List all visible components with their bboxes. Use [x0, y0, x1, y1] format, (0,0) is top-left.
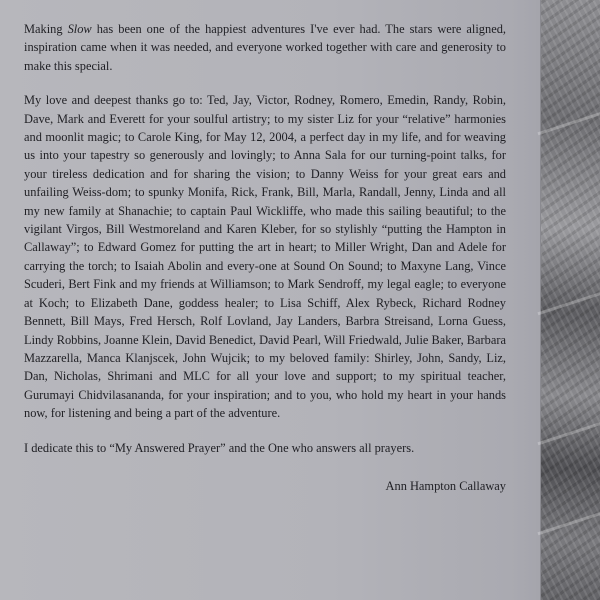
intro-rest: has been one of the happiest adventures I've ever had. The stars were aligned, inspiration came when it was needed, and everyone worked together with care and generosity to make this special. — [24, 22, 506, 73]
liner-notes-text — [24, 20, 506, 493]
photo-strip — [540, 0, 600, 600]
intro-prefix: Making — [24, 22, 68, 36]
signature: Ann Hampton Callaway — [385, 478, 506, 493]
photo-streak — [537, 288, 600, 316]
photo-streak — [537, 508, 600, 536]
album-title: Slow — [67, 22, 92, 36]
photo-streak — [537, 108, 600, 136]
thanks-paragraph: My love and deepest thanks go to: Ted, Jay, Victor, Rodney, Romero, Emedin, Randy, Robin, Dave, Mark and Everett for your soulful artistry; to my sister Liz for your “relative” harmonies and moonlit magic; to Carole King, for May 12, 2004, a perfect day in my life, and for weaving us into your tapestry so generously and lovingly; to Anna Sala for our turning-point talks, for your tireless dedication and for sharing the vision; to Danny Weiss for your great ears and unfailing Weiss-dom; to spunky Monifa, Rick, Frank, Bill, Marla, Randall, Jenny, Linda and all my new family at Shanachie; to captain Paul Wickliffe, who made this sailing beautiful; to the vigilant Virgos, Bill Westmoreland and Karen Kleber, for so stylishly “putting the Hampton in Callaway”; to Edward Gomez for putting the art in heart; to Miller Wright, Dan and Adele for carrying the torch; to Isaiah Abolin and every-one at Sound On Sound; to Maxyne Lang, Vince Scuderi, Bert Fink and my friends at Williamson; to Mark Sendroff, my legal eagle; to everyone at Koch; to Elizabeth Dane, goddess healer; to Lisa Schiff, Alex Rybeck, Richard Rodney Bennett, Bill Mays, Fred Hersch, Rolf Lovland, Jay Landers, Barbra Streisand, Lorna Guess, Lindy Robbins, Joanne Klein, David Benedict, David Pearl, Will Friedwald, Julie Baker, Barbara Mazzarella, Manca Klanjscek, John Wujcik; to my beloved family: Shirley, John, Sandy, Liz, Dan, Nicholas, Shrimani and MLC for all your love and support; to my spiritual teacher, Gurumayi Chidvilasananda, for your inspiration; and to you, who hold my heart in your hands now, for listening and being a part of the adventure. — [24, 93, 506, 421]
dedication-paragraph: I dedicate this to “My Answered Prayer” and the One who answers all prayers. — [24, 440, 415, 455]
intro-paragraph — [24, 20, 506, 75]
photo-streak — [537, 418, 600, 446]
